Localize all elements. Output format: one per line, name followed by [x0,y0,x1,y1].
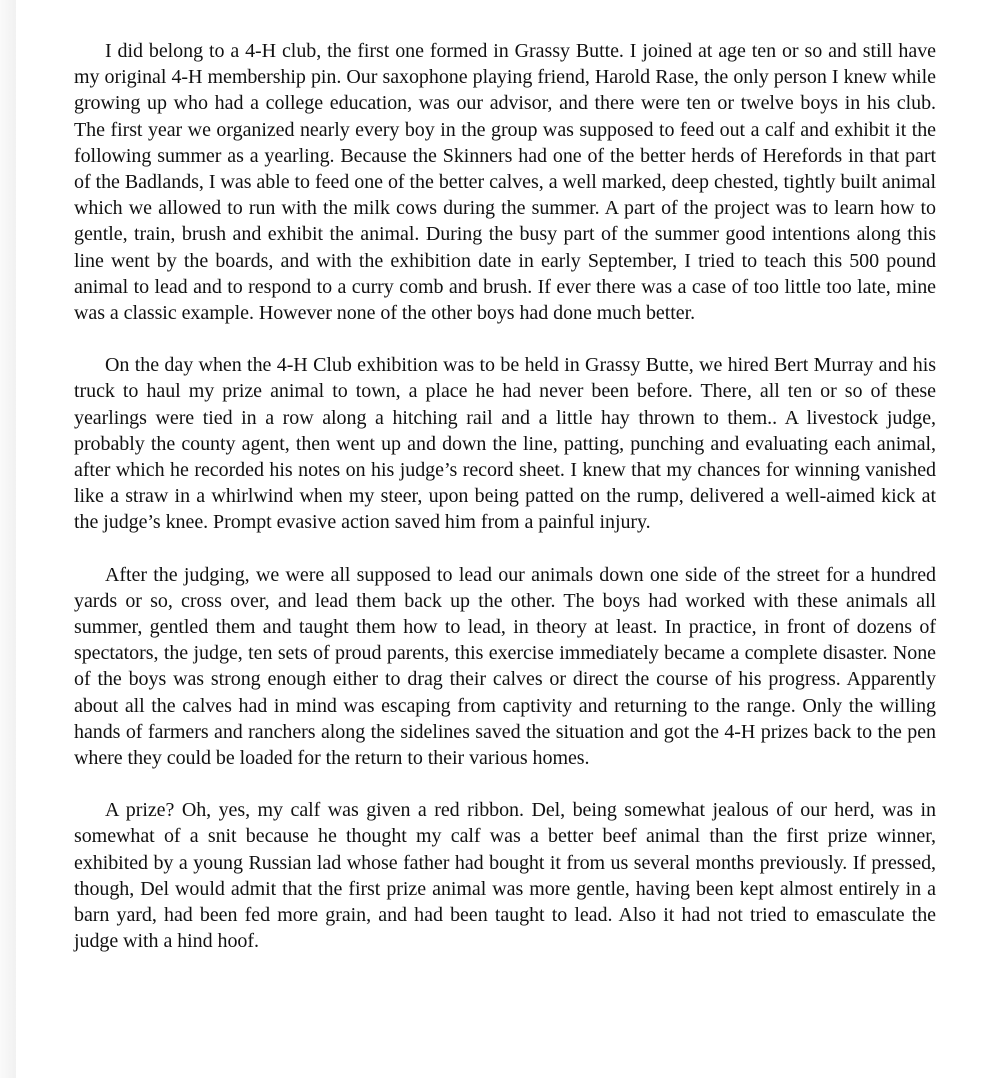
paragraph-3: After the judging, we were all supposed to lead our animals down one side of the street for a hundred yards or so, cross over, and lead them back up the other. The boys had worked with these animals all summer, gentled them and taught them how to lead, in theory at least. In practice, in front of dozens of spectators, the judge, ten sets of proud parents, this exercise immediately became a complete disaster. None of the boys was strong enough either to drag their calves or direct the course of his progress. Apparently about all the calves had in mind was escaping from captivity and returning to the range. Only the willing hands of farmers and ranchers along the sidelines saved the situation and got the 4-H prizes back to the pen where they could be loaded for the return to their various homes. [74,563,936,770]
paragraph-4: A prize? Oh, yes, my calf was given a red ribbon. Del, being somewhat jealous of our herd, was in somewhat of a snit because he thought my calf was a better beef animal than the first prize winner, exhibited by a young Russian lad whose father had bought it from us several months previously. If pressed, though, Del would admit that the first prize animal was more gentle, having been kept almost entirely in a barn yard, had been fed more grain, and had been taught to lead. Also it had not tried to emasculate the judge with a hind hoof. [74,799,936,953]
page-edge-shadow [0,0,16,1078]
paragraph-2: On the day when the 4-H Club exhibition was to be held in Grassy Butte, we hired Bert Murray and his truck to haul my prize animal to town, a place he had never been before. There, all ten or so of these yearlings were tied in a row along a hitching rail and a little hay thrown to them.. A livestock judge, probably the county agent, then went up and down the line, patting, punching and evaluating each animal, after which he recorded his notes on his judge’s record sheet. I knew that my chances for winning vanished like a straw in a whirlwind when my steer, upon being patted on the rump, delivered a well-aimed kick at the judge’s knee. Prompt evasive action saved him from a painful injury. [74,354,936,534]
body-text [74,38,936,981]
paragraph-1: I did belong to a 4-H club, the first one formed in Grassy Butte. I joined at age ten or so and still have my original 4-H membership pin. Our saxophone playing friend, Harold Rase, the only person I knew while growing up who had a college education, was our advisor, and there were ten or twelve boys in his club. The first year we organized nearly every boy in the group was supposed to feed out a calf and exhibit it the following summer as a yearling. Because the Skinners had one of the better herds of Herefords in that part of the Badlands, I was able to feed one of the better calves, a well marked, deep chested, tightly built animal which we allowed to run with the milk cows during the summer. A part of the project was to learn how to gentle, train, brush and exhibit the animal. During the busy part of the summer good intentions along this line went by the boards, and with the exhibition date in early September, I tried to teach this 500 pound animal to lead and to respond to a curry comb and brush. If ever there was a case of too little too late, mine was a classic example. However none of the other boys had done much better. [74,40,936,325]
scanned-page [16,0,1000,1078]
